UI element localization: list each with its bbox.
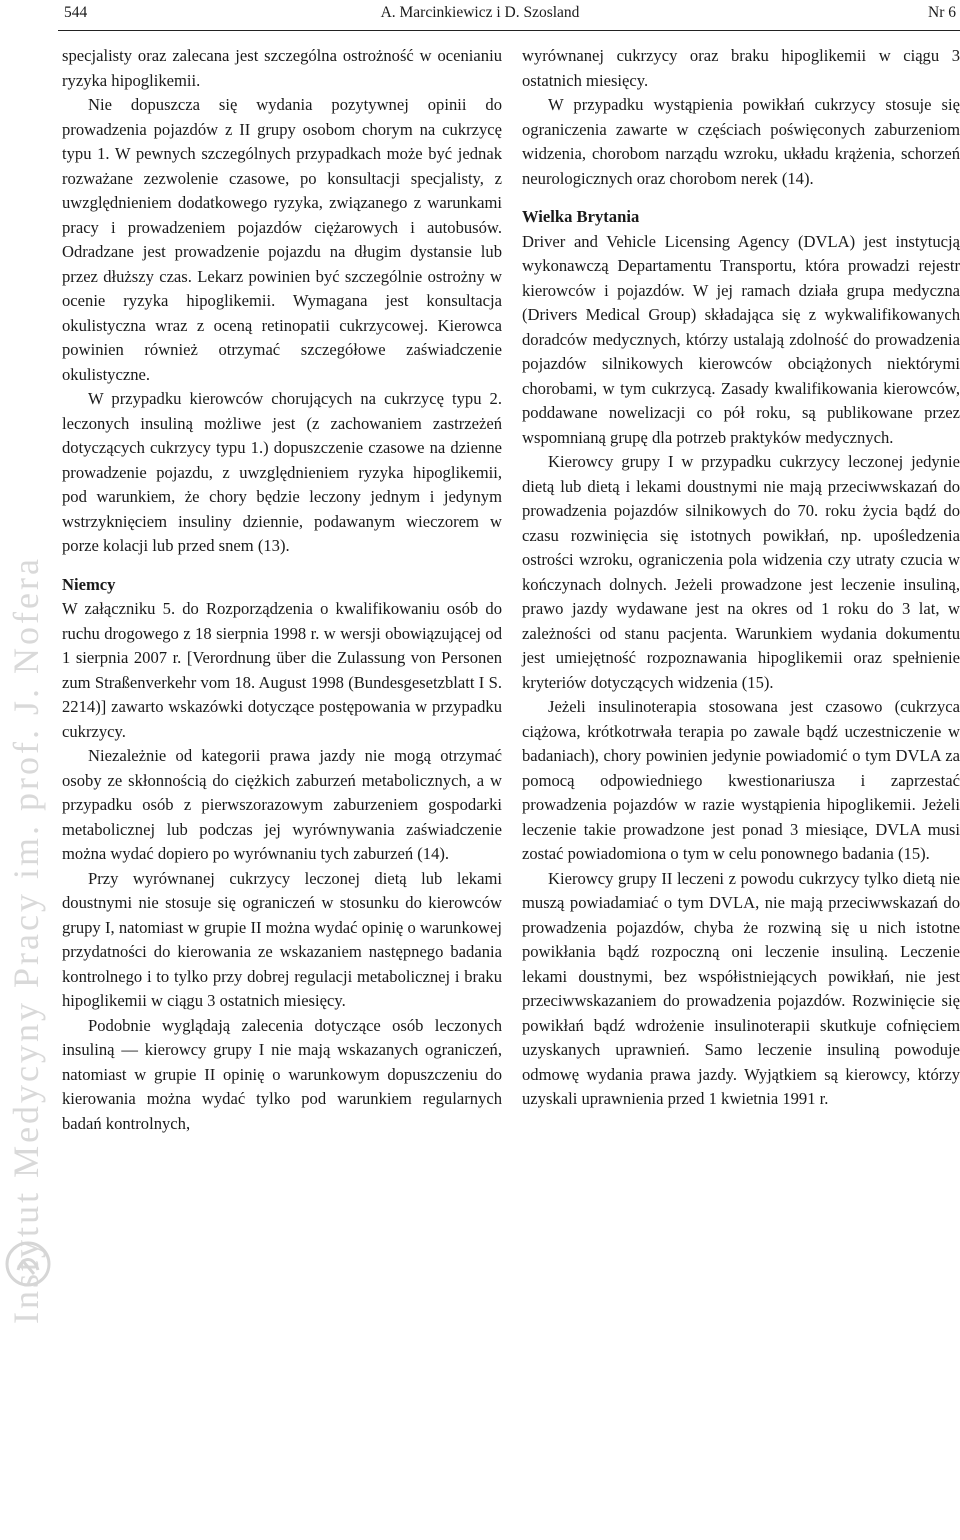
paragraph: W załączniku 5. do Rozporządzenia o kwalifikowaniu osób do ruchu drogowego z 18 sierpnia 1998 r. w wersji obowiązującej od 1 sierpnia 2007 r. [Verordnung über die Zulassung von Personen zum Straßenverkehr vom 18. August 1998 (Bundesgesetzblatt I S. 2214)] zawarto wskazówki dotyczące postępowania w przypadku cukrzycy. xyxy=(62,599,502,741)
running-head-authors: A. Marcinkiewicz i D. Szosland xyxy=(380,4,580,21)
page-number: 544 xyxy=(64,4,88,21)
paragraph: wyrównanej cukrzycy oraz braku hipoglikemii w ciągu 3 ostatnich miesięcy. xyxy=(522,46,960,90)
paragraph: Driver and Vehicle Licensing Agency (DVLA) jest instytucją wykonawczą Departamentu Transportu, która prowadzi rejestr kierowców i pojazdów. W jej ramach działa grupa medyczna (Drivers Medical Group) składająca się z wykwalifikowanych doradców medycznych, którzy ustalają zdolność do prowadzenia pojazdów silnikowych kierowców obciążonych niektórymi chorobami, w tym cukrzycą. Zasady kwalifikowania kierowców, poddawane nowelizacji co pół roku, są publikowane przez wspomnianą grupę dla potrzeb praktyków medycznych. xyxy=(522,231,960,447)
paragraph: specjalisty oraz zalecana jest szczególna ostrożność w ocenianiu ryzyka hipoglikemii. xyxy=(62,46,502,90)
right-column xyxy=(522,44,960,1112)
issue-number: Nr 6 xyxy=(928,4,956,21)
paragraph: Przy wyrównanej cukrzycy leczonej dietą lub lekami doustnymi nie stosuje się ograniczeń w stosunku do kierowców grupy I, natomiast w grupie II można wydać opinię o warunkowej przydatności do kierowania ze wskazaniem następnego badania kontrolnego i to tylko przy dobrej regulacji metabolicznej i braku hipoglikemii w ciągu 3 ostatnich miesięcy. xyxy=(62,868,502,1010)
paragraph: Kierowcy grupy I w przypadku cukrzycy leczonej jedynie dietą lub dietą i lekami doustnymi nie mają przeciwwskazań do prowadzenia pojazdów silnikowych do 70. roku życia bądź do czasu rozwinięcia się istotnych powikłań, np. upośledzenia ostrości wzroku, ograniczenia pola widzenia czy utraty czucia w kończynach dolnych. Jeżeli prowadzone jest leczenie insuliną, prawo jazdy wydawane jest na okres od 1 roku do 3 lat, w zależności od stanu pacjenta. Warunkiem wydania dokumentu jest umiejętność rozpoznawania hipoglikemii oraz spełnienie kryteriów dotyczących widzenia (15). xyxy=(522,452,960,692)
header-rule xyxy=(58,30,960,31)
paragraph: Niezależnie od kategorii prawa jazdy nie mogą otrzymać osoby ze skłonnością do ciężkich zaburzeń metabolicznych, a w przypadku osób z pierwszorazowym zaburzeniem gospodarki metabolicznej lub podczas jej wyrównywania zaświadczenie można wydać dopiero po wyrównaniu tych zaburzeń (14). xyxy=(62,746,502,863)
institute-logo-icon xyxy=(4,1240,52,1288)
paragraph: Nie dopuszcza się wydania pozytywnej opinii do prowadzenia pojazdów z II grupy osobom chorym na cukrzycę typu 1. W pewnych szczególnych przypadkach może być jednak rozważane zezwolenie czasowe, po konsultacji specjalisty, z uwzględnieniem dodatkowego ryzyka, związanego z warunkami pracy i prowadzeniem pojazdów ciężarowych i autobusów. Odradzane jest prowadzenie pojazdu na długim dystansie lub przez dłuższy czas. Lekarz powinien być szczególnie ostrożny w ocenie ryzyka hipoglikemii. Wymagana jest konsultacja okulistyczna wraz z oceną retinopatii cukrzycowej. Kierowca powinien również otrzymać szczegółowe zaświadczenie okulistyczne. xyxy=(62,95,502,384)
paragraph: Kierowcy grupy II leczeni z powodu cukrzycy tylko dietą nie muszą powiadamiać o tym DVLA, nie mają przeciwwskazań do prowadzenia pojazdów, chyba że rozwiną się u nich istotne powikłania bądź rozpoczną oni leczenie insuliną. Leczenie lekami doustnymi, bez współistniejących powikłań, nie jest przeciwwskazaniem do prowadzenia pojazdów. Rozwinięcie się powikłań bądź wdrożenie insulinoterapii skutkuje cofnięciem uzyskanych uprawnień. Samo leczenie insuliną powoduje odmowę wydania prawa jazdy. Wyjątkiem są kierowcy, którzy uzyskali uprawnienia przed 1 kwietnia 1991 r. xyxy=(522,868,960,1108)
paragraph: W przypadku kierowców chorujących na cukrzycę typu 2. leczonych insuliną możliwe jest (z zachowaniem zastrzeżeń dotyczących cukrzycy typu 1.) dopuszczenie czasowe na dzienne prowadzenie pojazdu, z uwzględnieniem ryzyka hipoglikemii, pod warunkiem, że chory będzie leczony jednym i jedynym wstrzyknięciem insuliny dziennie, podawanym wieczorem w porze kolacji lub przed snem (13). xyxy=(62,389,502,555)
paragraph: Jeżeli insulinoterapia stosowana jest czasowo (cukrzyca ciążowa, krótkotrwała terapia po zawale bądź uczestniczenie w badaniach), chory powinien jedynie powiadomić o tym DVLA za pomocą odpowiedniego kwestionariusza i zaprzestać prowadzenia pojazdów w razie wystąpienia hipoglikemii. Jeżeli leczenie takie prowadzone jest ponad 3 miesiące, DVLA musi zostać powiadomiona o tym w celu ponownego badania (15). xyxy=(522,697,960,863)
paragraph: Podobnie wyglądają zalecenia dotyczące osób leczonych insuliną — kierowcy grupy I nie mają wskazanych ograniczeń, natomiast w grupie II opinię o warunkowym dopuszczeniu do kierowania można wydać tylko pod warunkiem regularnych badań kontrolnych, xyxy=(62,1015,502,1133)
section-heading-wielka-brytania: Wielka Brytania xyxy=(522,207,640,226)
running-header xyxy=(0,0,960,30)
watermark-text: Instytut Medycyny Pracy im. prof. J. Nofera xyxy=(6,556,46,1324)
paragraph: W przypadku wystąpienia powikłań cukrzycy stosuje się ograniczenia zawarte w częściach poświęconych zaburzeniom widzenia, chorobom narządu wzroku, układu krążenia, schorzeń neurologicznych oraz chorobom nerek (14). xyxy=(522,95,960,188)
left-column xyxy=(62,44,502,1136)
section-heading-niemcy: Niemcy xyxy=(62,574,116,594)
